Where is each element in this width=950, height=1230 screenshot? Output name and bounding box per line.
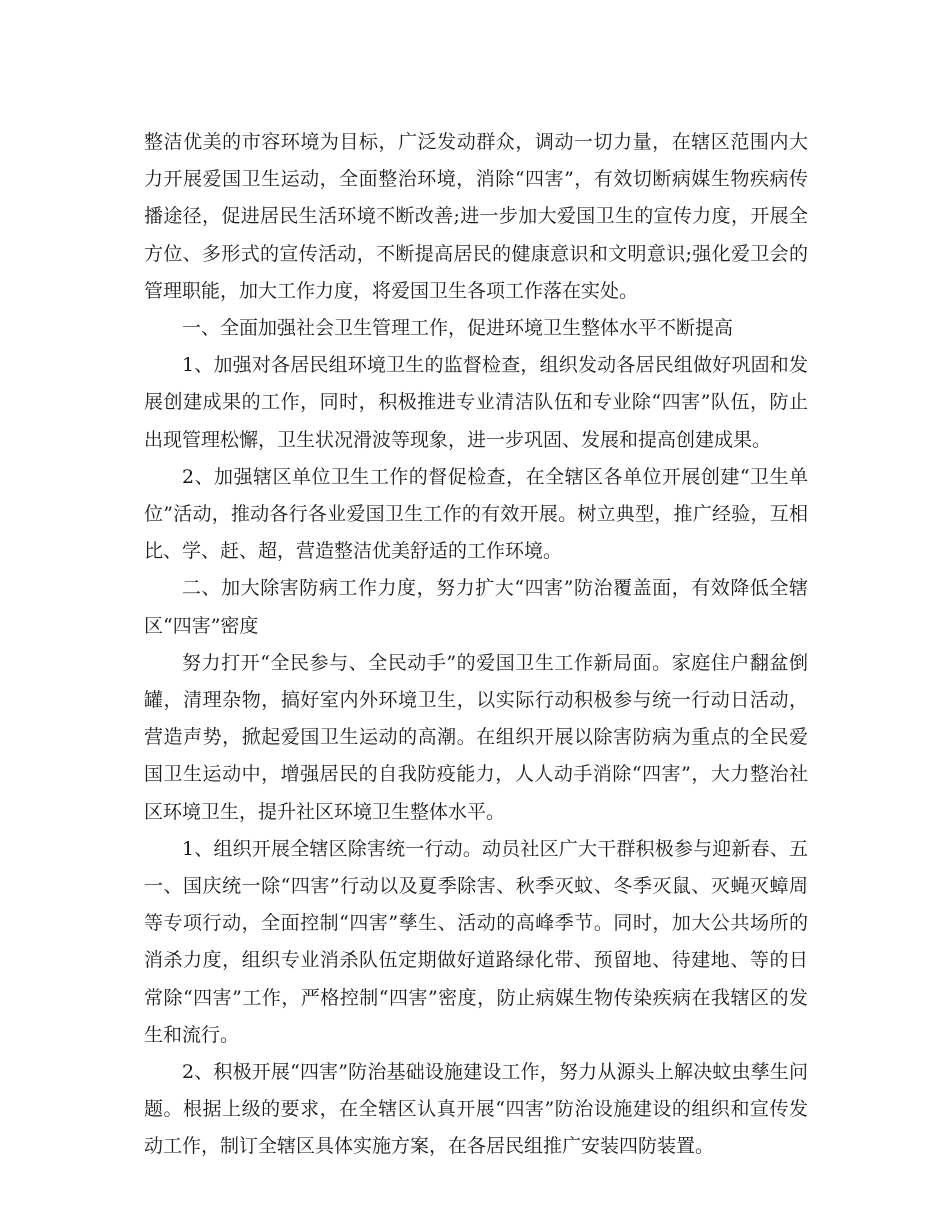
section-heading-1: 一、全面加强社会卫生管理工作，促进环境卫生整体水平不断提高 <box>182 317 734 340</box>
body-paragraph: 1、加强对各居民组环境卫生的监督检查，组织发动各居民组做好巩固和发展创建成果的工作，同时，积极推进专业清洁队伍和专业除“四害”队伍，防止出现管理松懈，卫生状况滑波等现象，进一步巩固、发展和提高创建成果。 <box>144 354 808 451</box>
body-paragraph: 整洁优美的市容环境为目标，广泛发动群众，调动一切力量，在辖区范围内大力开展爱国卫生运动，全面整治环境，消除“四害”，有效切断病媒生物疾病传播途径，促进居民生活环境不断改善;进一步加大爱国卫生的宣传力度，开展全方位、多形式的宣传活动，不断提高居民的健康意识和文明意识;强化爱卫会的管理职能，加大工作力度，将爱国卫生各项工作落在实处。 <box>144 131 808 302</box>
section-heading-2: 二、加大除害防病工作力度，努力扩大“四害”防治覆盖面，有效降低全辖区“四害”密度 <box>144 577 808 637</box>
body-paragraph: 2、加强辖区单位卫生工作的督促检查，在全辖区各单位开展创建“卫生单位”活动，推动各行各业爱国卫生工作的有效开展。树立典型，推广经验，互相比、学、赶、超，营造整洁优美舒适的工作环境。 <box>144 465 808 563</box>
document-body <box>144 124 808 1166</box>
body-paragraph: 1、组织开展全辖区除害统一行动。动员社区广大干群积极参与迎新春、五一、国庆统一除“四害”行动以及夏季除害、秋季灭蚊、冬季灭鼠、灭蝇灭蟑周等专项行动，全面控制“四害”孳生、活动的高峰季节。同时，加大公共场所的消杀力度，组织专业消杀队伍定期做好道路绿化带、预留地、待建地、等的日常除“四害”工作，严格控制“四害”密度，防止病媒生物传染疾病在我辖区的发生和流行。 <box>144 837 808 1046</box>
body-paragraph: 努力打开“全民参与、全民动手”的爱国卫生工作新局面。家庭住户翻盆倒罐，清理杂物，搞好室内外环境卫生，以实际行动积极参与统一行动日活动，营造声势，掀起爱国卫生运动的高潮。在组织开展以除害防病为重点的全民爱国卫生运动中，增强居民的自我防疫能力，人人动手消除“四害”，大力整治社区环境卫生，提升社区环境卫生整体水平。 <box>144 651 808 823</box>
body-paragraph: 2、积极开展“四害”防治基础设施建设工作，努力从源头上解决蚊虫孳生问题。根据上级的要求，在全辖区认真开展“四害”防治设施建设的组织和宣传发动工作，制订全辖区具体实施方案，在各居民组推广安装四防装置。 <box>144 1061 808 1158</box>
